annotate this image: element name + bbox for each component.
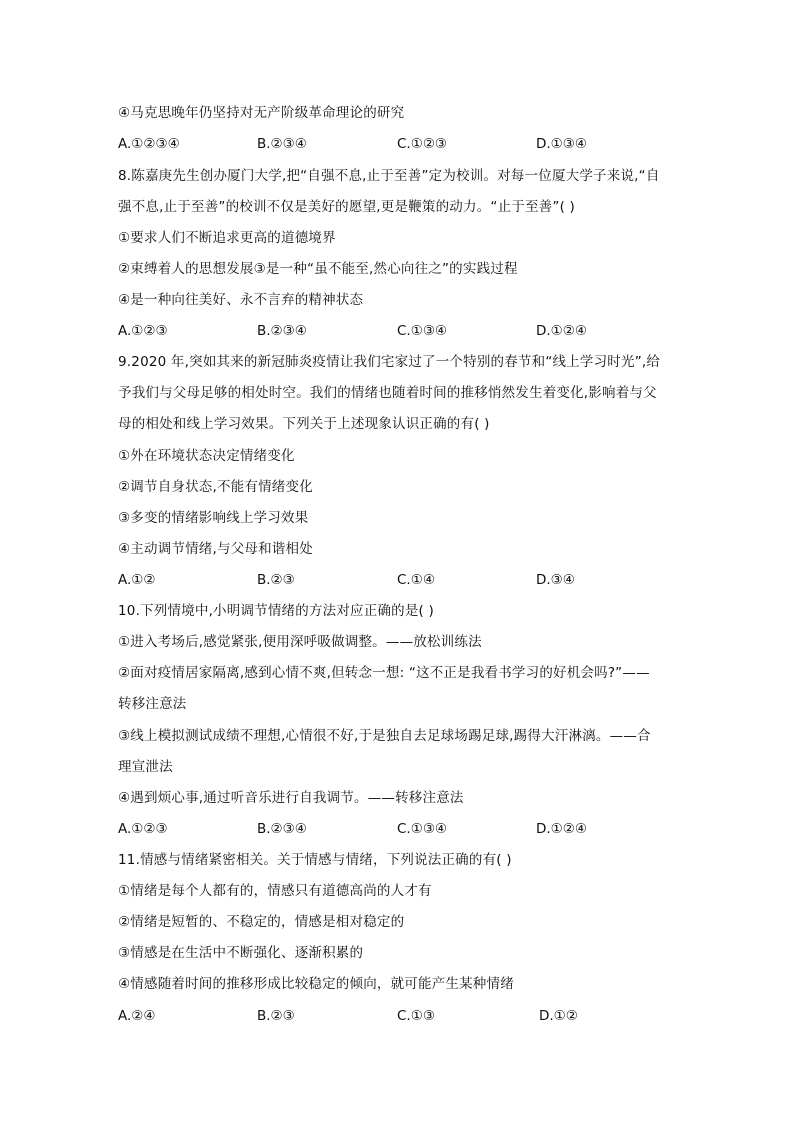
q10-statement-4: ④遇到烦心事,通过听音乐进行自我调节。——转移注意法	[118, 790, 464, 806]
q8-options	[118, 322, 698, 340]
q8-option-b: B.②③④	[257, 323, 307, 339]
q9-statement-1: ①外在环境状态决定情绪变化	[118, 448, 295, 464]
q11-option-d: D.①②	[539, 1008, 578, 1024]
q10-option-b: B.②③④	[257, 821, 307, 837]
q10-option-d: D.①②④	[536, 821, 587, 837]
q11-option-b: B.②③	[257, 1008, 295, 1024]
q11-statement-3: ③情感是在生活中不断强化、逐渐积累的	[118, 945, 364, 961]
q10-option-c: C.①③④	[397, 821, 448, 837]
q10-stem: 10.下列情境中,小明调节情绪的方法对应正确的是( )	[118, 603, 434, 619]
q11-option-a: A.②④	[118, 1008, 156, 1024]
q11-option-c: C.①③	[397, 1008, 435, 1024]
q8-statement-4: ④是一种向往美好、永不言弃的精神状态	[118, 292, 364, 308]
q7-option-a: A.①②③④	[118, 136, 180, 152]
q8-stem-line-2: 强不息,止于至善”的校训不仅是美好的愿望,更是鞭策的动力。“止于至善”( )	[118, 199, 575, 215]
q10-statement-2-line-1: ②面对疫情居家隔离,感到心情不爽,但转念一想: “这不正是我看书学习的好机会吗?”——	[118, 665, 650, 681]
q9-stem-line-2: 予我们与父母足够的相处时空。我们的情绪也随着时间的推移悄然发生着变化,影响着与父	[118, 385, 657, 401]
q9-statement-4: ④主动调节情绪,与父母和谐相处	[118, 541, 313, 557]
q9-stem-line-3: 母的相处和线上学习效果。下列关于上述现象认识正确的有( )	[118, 416, 490, 432]
q7-option-d: D.①③④	[536, 136, 587, 152]
q9-statement-2: ②调节自身状态,不能有情绪变化	[118, 479, 313, 495]
q9-option-c: C.①④	[397, 572, 435, 588]
q9-option-d: D.③④	[536, 572, 575, 588]
q11-statement-4: ④情感随着时间的推移形成比较稳定的倾向，就可能产生某种情绪	[118, 976, 514, 992]
q10-statement-3-line-1: ③线上模拟测试成绩不理想,心情很不好,于是独自去足球场踢足球,踢得大汗淋漓。——合	[118, 728, 651, 744]
q9-options	[118, 571, 698, 589]
q10-statement-1: ①进入考场后,感觉紧张,便用深呼吸做调整。——放松训练法	[118, 634, 482, 650]
q11-stem: 11.情感与情绪紧密相关。关于情感与情绪，下列说法正确的有( )	[118, 852, 512, 868]
q11-statement-1: ①情绪是每个人都有的，情感只有道德高尚的人才有	[118, 883, 432, 899]
q11-statement-2: ②情绪是短暂的、不稳定的，情感是相对稳定的	[118, 914, 405, 930]
q7-option-c: C.①②③	[397, 136, 448, 152]
q7-option-b: B.②③④	[257, 136, 307, 152]
q8-option-a: A.①②③	[118, 323, 168, 339]
q8-stem-line-1: 8.陈嘉庚先生创办厦门大学,把“自强不息,止于至善”定为校训。对每一位厦大学子来说,“自	[118, 168, 660, 184]
q9-option-b: B.②③	[257, 572, 295, 588]
q9-stem-line-1: 9.2020 年,突如其来的新冠肺炎疫情让我们宅家过了一个特别的春节和“线上学习时光”,给	[118, 354, 661, 370]
q8-statement-1: ①要求人们不断追求更高的道德境界	[118, 230, 336, 246]
q10-option-a: A.①②③	[118, 821, 168, 837]
q8-statement-2-3: ②束缚着人的思想发展③是一种“虽不能至,然心向往之”的实践过程	[118, 261, 518, 277]
q7-options	[118, 135, 698, 153]
q10-statement-3-line-2: 理宣泄法	[118, 759, 173, 775]
q11-options	[118, 1007, 698, 1025]
q10-statement-2-line-2: 转移注意法	[118, 696, 187, 712]
q8-option-c: C.①③④	[397, 323, 448, 339]
q9-option-a: A.①②	[118, 572, 156, 588]
q9-statement-3: ③多变的情绪影响线上学习效果	[118, 510, 309, 526]
q8-option-d: D.①②④	[536, 323, 587, 339]
q7-statement-4: ④马克思晚年仍坚持对无产阶级革命理论的研究	[118, 105, 405, 121]
q10-options	[118, 820, 698, 838]
